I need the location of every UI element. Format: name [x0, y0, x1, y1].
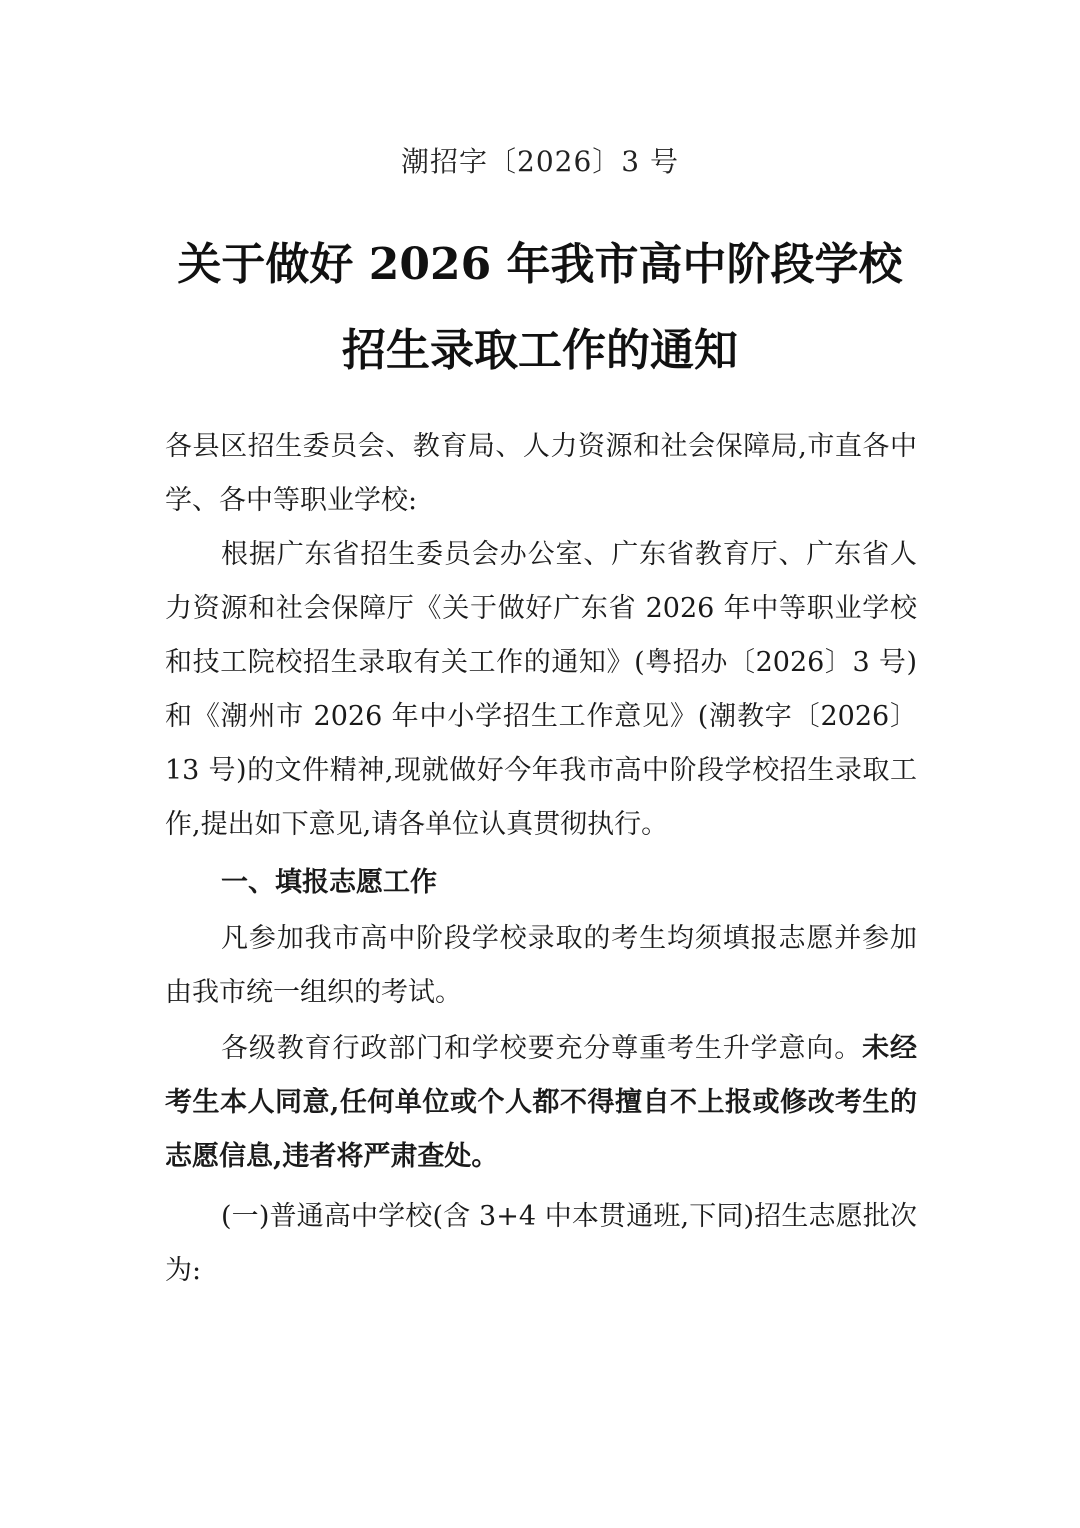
document-title-line2: 招生录取工作的通知	[342, 325, 738, 376]
section1-paragraph-2	[165, 1022, 917, 1184]
section1-paragraph-2-text: 各级教育行政部门和学校要充分尊重考生升学意向。	[221, 1033, 863, 1064]
intro-paragraph: 根据广东省招生委员会办公室、广东省教育厅、广东省人力资源和社会保障厅《关于做好广东省 2026 年中等职业学校和技工院校招生录取有关工作的通知》(粤招办〔2026〕3 号)和《潮州市 2026 年中小学招生工作意见》(潮教字〔2026〕13 号)的文件精神,现就做好今年我市高中阶段学校招生录取工作,提出如下意见,请各单位认真贯彻执行。	[165, 539, 917, 840]
document-title-line1: 关于做好 2026 年我市高中阶段学校	[177, 239, 903, 290]
subsection-1: (一)普通高中学校(含 3+4 中本贯通班,下同)招生志愿批次为:	[165, 1201, 917, 1286]
section-heading-1: 一、填报志愿工作	[221, 867, 437, 898]
document-body	[165, 420, 917, 1298]
document-number: 潮招字〔2026〕3 号	[401, 145, 679, 178]
section1-paragraph-2-emphasis: 未经考生本人同意,任何单位或个人都不得擅自不上报或修改考生的志愿信息,违者将严肃查处。	[165, 1033, 917, 1172]
section1-paragraph-1: 凡参加我市高中阶段学校录取的考生均须填报志愿并参加由我市统一组织的考试。	[165, 923, 917, 1008]
salutation: 各县区招生委员会、教育局、人力资源和社会保障局,市直各中学、各中等职业学校:	[165, 431, 917, 516]
